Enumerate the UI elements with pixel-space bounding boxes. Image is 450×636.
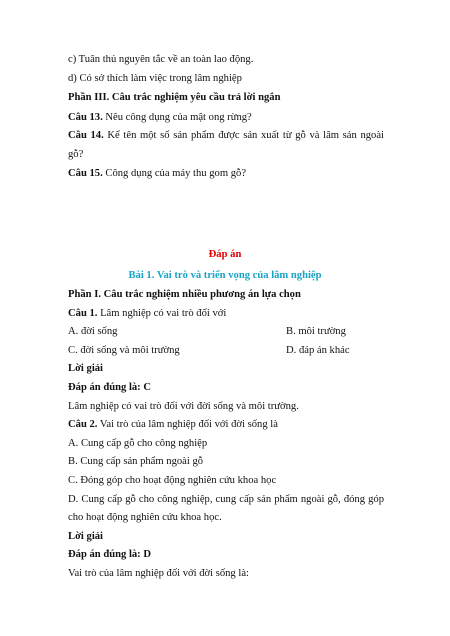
q2-correct-answer: Đáp án đúng là: D xyxy=(68,549,152,560)
question-2 xyxy=(68,418,278,432)
q2-solution-label: Lời giải xyxy=(68,531,104,542)
question-2-label: Câu 2. xyxy=(68,419,98,430)
q1-option-c: C. đời sống và môi trường xyxy=(68,345,180,356)
q1-option-d: D. đáp án khác xyxy=(286,345,350,356)
q2-option-d: D. Cung cấp gỗ cho công nghiệp, cung cấp sản phẩm ngoài gỗ, đóng góp xyxy=(68,494,384,505)
question-14-text: Kể tên một số sản phẩm được sản xuất từ gỗ và lâm sản ngoài xyxy=(103,130,384,141)
question-15 xyxy=(68,167,246,181)
answer-heading: Đáp án xyxy=(208,249,242,260)
q1-correct-answer: Đáp án đúng là: C xyxy=(68,382,152,393)
q2-option-b: B. Cung cấp sản phẩm ngoài gỗ xyxy=(68,456,204,467)
question-13 xyxy=(68,111,252,125)
option-c-line: c) Tuân thủ nguyên tắc về an toàn lao động. xyxy=(68,54,254,65)
option-d-line: d) Có sở thích làm việc trong lâm nghiệp xyxy=(68,73,242,84)
section-iii-heading: Phần III. Câu trắc nghiệm yêu cầu trả lời ngắn xyxy=(68,92,281,103)
q2-option-d-continued: cho hoạt động nghiên cứu khoa học. xyxy=(68,512,222,523)
q1-option-a: A. đời sống xyxy=(68,326,118,337)
question-13-text: Nêu công dụng của mật ong rừng? xyxy=(102,112,252,123)
q1-solution-label: Lời giải xyxy=(68,363,104,374)
q2-option-a: A. Cung cấp gỗ cho công nghiệp xyxy=(68,438,208,449)
question-13-label: Câu 13. xyxy=(68,112,103,123)
question-1-label: Câu 1. xyxy=(68,308,98,319)
q2-explanation: Vai trò của lâm nghiệp đối với đời sống là: xyxy=(68,568,249,579)
question-1 xyxy=(68,307,226,321)
q1-explanation: Lâm nghiệp có vai trò đối với đời sống và môi trường. xyxy=(68,401,299,412)
question-14-continued: gỗ? xyxy=(68,149,84,160)
q2-option-c: C. Đóng góp cho hoạt động nghiên cứu khoa học xyxy=(68,475,277,486)
question-2-text: Vai trò của lâm nghiệp đối với đời sống là xyxy=(97,419,278,430)
lesson-title: Bài 1. Vai trò và triển vọng của lâm nghiệp xyxy=(128,270,322,281)
question-14 xyxy=(68,129,384,143)
question-14-label: Câu 14. xyxy=(68,130,104,141)
question-1-text: Lâm nghiệp có vai trò đối với xyxy=(97,308,227,319)
question-15-text: Công dụng của máy thu gom gỗ? xyxy=(102,168,247,179)
q1-option-b: B. môi trường xyxy=(286,326,346,337)
question-15-label: Câu 15. xyxy=(68,168,103,179)
section-i-heading: Phần I. Câu trắc nghiệm nhiều phương án lựa chọn xyxy=(68,289,301,300)
